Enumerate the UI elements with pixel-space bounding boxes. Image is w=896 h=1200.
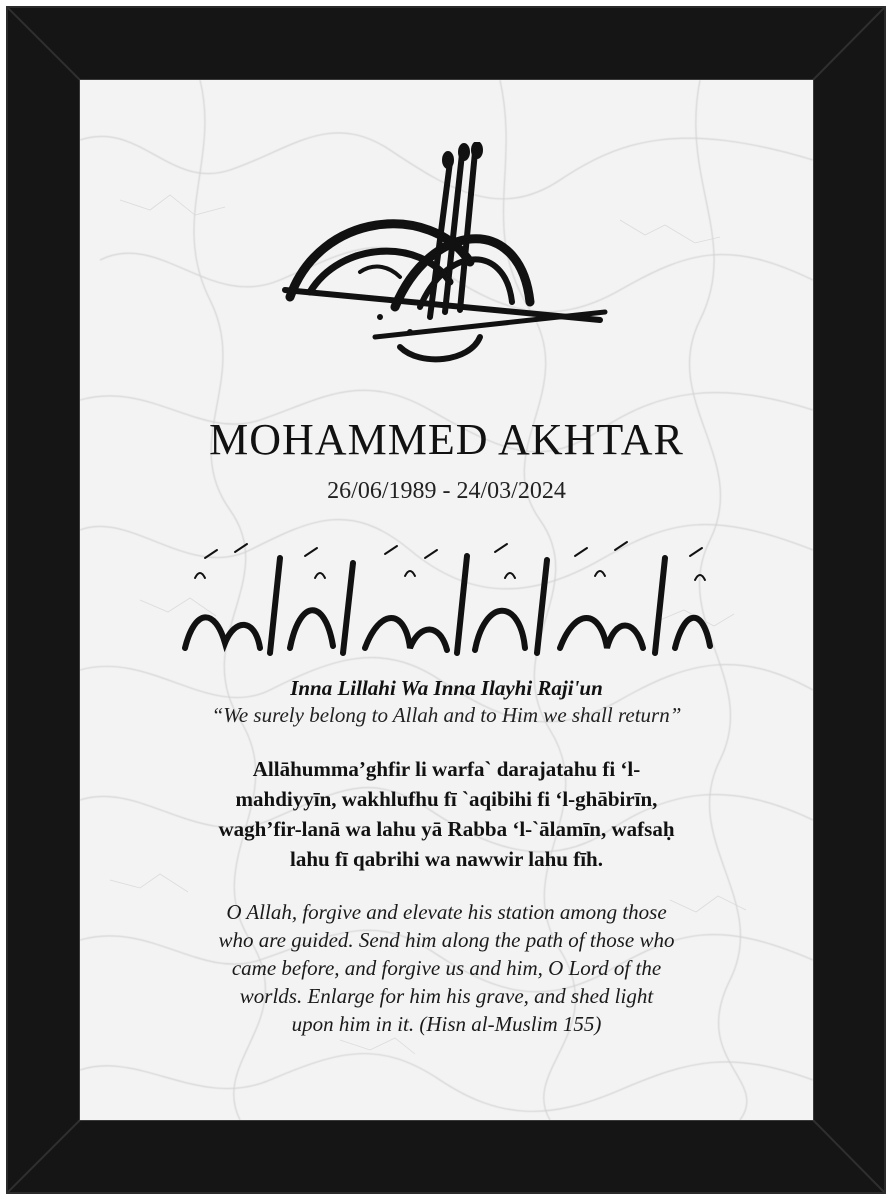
dua-translation — [170, 898, 723, 1038]
dua-transliteration — [180, 754, 713, 874]
translation-line: who are guided. Send him along the path of those who — [218, 928, 675, 952]
transliteration-title: Inna Lillahi Wa Inna Ilayhi Raji'un — [290, 676, 603, 700]
translation-line: came before, and forgive us and him, O Lord of the — [231, 956, 662, 980]
dua-line: Allāhumma’ghfir li warfa` darajatahu fi ‘l- — [252, 757, 641, 781]
translation-line: upon him in it. (Hisn al-Muslim 155) — [291, 1012, 602, 1036]
dua-line: lahu fī qabrihi wa nawwir lahu fīh. — [290, 847, 603, 871]
deceased-name: MOHAMMED AKHTAR — [209, 415, 684, 464]
memorial-content — [80, 80, 813, 1120]
translation-line: O Allah, forgive and elevate his station among those — [226, 900, 667, 924]
translation-line: worlds. Enlarge for him his grave, and shed light — [239, 984, 654, 1008]
dua-line: mahdiyyīn, wakhlufhu fī `aqibihi fi ‘l-ghābirīn, — [235, 787, 658, 811]
marble-print — [80, 80, 813, 1120]
dua-line: wagh’fir-lanā wa lahu yā Rabba ‘l-`ālamīn, wafsaḥ — [218, 817, 675, 841]
life-dates: 26/06/1989 - 24/03/2024 — [327, 478, 566, 504]
inna-lillahi-calligraphy-icon — [175, 538, 720, 668]
bismillah-tughra-icon — [280, 142, 610, 367]
transliteration-meaning: “We surely belong to Allah and to Him we shall return” — [211, 703, 682, 727]
